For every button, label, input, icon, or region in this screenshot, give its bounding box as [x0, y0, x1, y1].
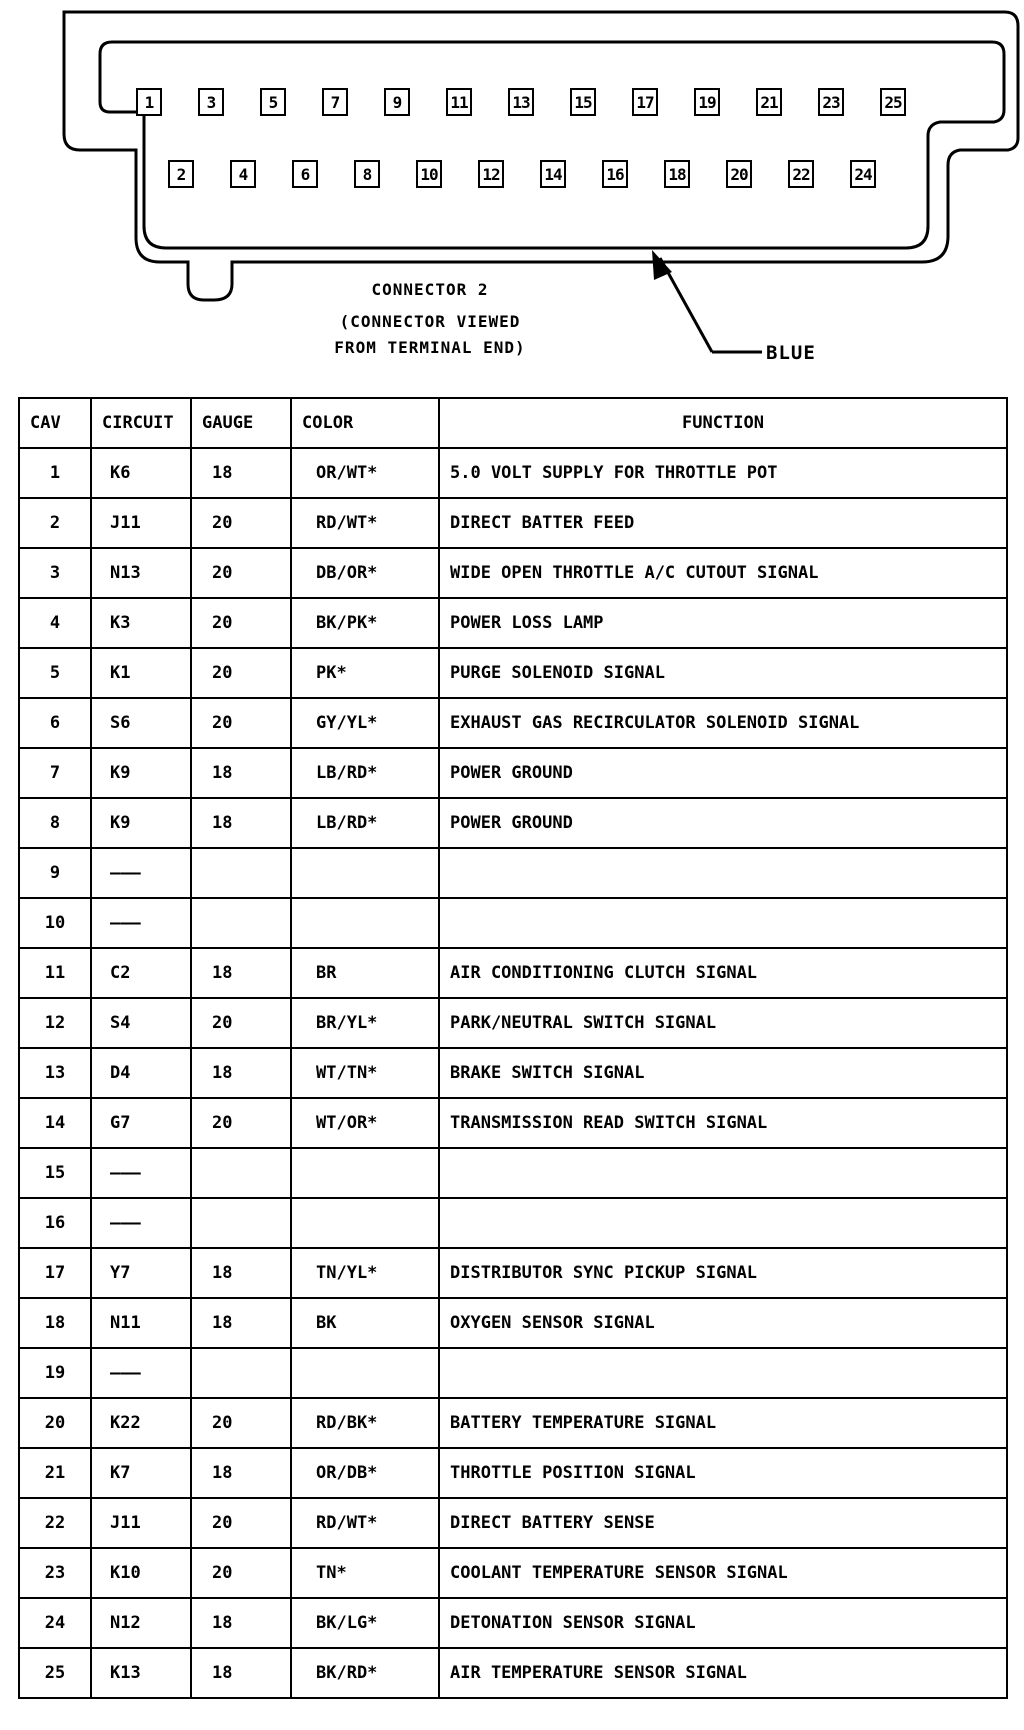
cell-gauge [191, 1148, 291, 1198]
cell-cav: 22 [19, 1498, 91, 1548]
table-row [19, 1148, 1007, 1198]
pin-3: 3 [198, 88, 224, 116]
cell-gauge: 18 [191, 1598, 291, 1648]
connector-title: CONNECTOR 2 [371, 280, 489, 299]
table-row [19, 1398, 1007, 1448]
pin-18: 18 [664, 160, 690, 188]
cell-gauge: 18 [191, 1248, 291, 1298]
pin-16: 16 [602, 160, 628, 188]
header-cav: CAV [19, 398, 91, 448]
cell-gauge: 18 [191, 1448, 291, 1498]
cell-gauge: 20 [191, 648, 291, 698]
table-row [19, 1048, 1007, 1098]
connector-diagram [0, 0, 1024, 385]
cell-gauge: 20 [191, 598, 291, 648]
cell-color: BR [291, 948, 439, 998]
cell-cav: 12 [19, 998, 91, 1048]
header-circuit: CIRCUIT [91, 398, 191, 448]
cell-function: BATTERY TEMPERATURE SIGNAL [439, 1398, 1007, 1448]
pin-7: 7 [322, 88, 348, 116]
connector-subtitle-line1: (CONNECTOR VIEWED [339, 312, 521, 331]
cell-gauge: 20 [191, 1398, 291, 1448]
pin-9: 9 [384, 88, 410, 116]
pin-15: 15 [570, 88, 596, 116]
cell-function: PARK/NEUTRAL SWITCH SIGNAL [439, 998, 1007, 1048]
pin-17: 17 [632, 88, 658, 116]
cell-circuit: ——— [91, 898, 191, 948]
cell-gauge: 20 [191, 1098, 291, 1148]
cell-gauge [191, 848, 291, 898]
cell-gauge [191, 1348, 291, 1398]
cell-circuit: K9 [91, 798, 191, 848]
cell-function [439, 1348, 1007, 1398]
cell-circuit: K10 [91, 1548, 191, 1598]
cell-color: BR/YL* [291, 998, 439, 1048]
header-gauge: GAUGE [191, 398, 291, 448]
cell-function: PURGE SOLENOID SIGNAL [439, 648, 1007, 698]
cell-color [291, 1148, 439, 1198]
pin-13: 13 [508, 88, 534, 116]
cell-gauge: 20 [191, 998, 291, 1048]
table-row [19, 798, 1007, 848]
table-row [19, 898, 1007, 948]
cell-gauge: 20 [191, 698, 291, 748]
cell-function [439, 848, 1007, 898]
pin-19: 19 [694, 88, 720, 116]
cell-color: OR/WT* [291, 448, 439, 498]
cell-function: DISTRIBUTOR SYNC PICKUP SIGNAL [439, 1248, 1007, 1298]
cell-cav: 24 [19, 1598, 91, 1648]
cell-cav: 16 [19, 1198, 91, 1248]
pinout-table-body [19, 448, 1007, 1698]
cell-color: TN* [291, 1548, 439, 1598]
cell-circuit: ——— [91, 1198, 191, 1248]
pin-10: 10 [416, 160, 442, 188]
cell-cav: 2 [19, 498, 91, 548]
cell-gauge: 18 [191, 1298, 291, 1348]
cell-cav: 18 [19, 1298, 91, 1348]
table-row [19, 1498, 1007, 1548]
header-function: FUNCTION [439, 398, 1007, 448]
cell-circuit: G7 [91, 1098, 191, 1148]
cell-color [291, 848, 439, 898]
cell-function: EXHAUST GAS RECIRCULATOR SOLENOID SIGNAL [439, 698, 1007, 748]
connector-subtitle-line2: FROM TERMINAL END) [334, 338, 526, 357]
cell-function: POWER GROUND [439, 748, 1007, 798]
cell-color: RD/WT* [291, 498, 439, 548]
table-row [19, 598, 1007, 648]
table-row [19, 848, 1007, 898]
cell-gauge: 18 [191, 1048, 291, 1098]
pin-11: 11 [446, 88, 472, 116]
cell-gauge: 18 [191, 1648, 291, 1698]
cell-cav: 5 [19, 648, 91, 698]
cell-function: OXYGEN SENSOR SIGNAL [439, 1298, 1007, 1348]
cell-gauge: 18 [191, 948, 291, 998]
cell-circuit: C2 [91, 948, 191, 998]
cell-gauge: 20 [191, 548, 291, 598]
pin-21: 21 [756, 88, 782, 116]
table-row [19, 948, 1007, 998]
pin-6: 6 [292, 160, 318, 188]
cell-color: BK/RD* [291, 1648, 439, 1698]
cell-circuit: K6 [91, 448, 191, 498]
cell-circuit: K13 [91, 1648, 191, 1698]
pin-14: 14 [540, 160, 566, 188]
cell-color: BK [291, 1298, 439, 1348]
cell-gauge: 18 [191, 448, 291, 498]
cell-color: RD/WT* [291, 1498, 439, 1548]
cell-function: POWER GROUND [439, 798, 1007, 848]
table-row [19, 1098, 1007, 1148]
pin-1: 1 [136, 88, 162, 116]
cell-cav: 9 [19, 848, 91, 898]
table-row [19, 448, 1007, 498]
cell-circuit: ——— [91, 1148, 191, 1198]
cell-color: BK/LG* [291, 1598, 439, 1648]
pin-4: 4 [230, 160, 256, 188]
cell-function: AIR TEMPERATURE SENSOR SIGNAL [439, 1648, 1007, 1698]
cell-cav: 25 [19, 1648, 91, 1698]
cell-function: 5.0 VOLT SUPPLY FOR THROTTLE POT [439, 448, 1007, 498]
table-row [19, 1648, 1007, 1698]
cell-cav: 11 [19, 948, 91, 998]
cell-color: OR/DB* [291, 1448, 439, 1498]
cell-circuit: N11 [91, 1298, 191, 1348]
cell-gauge: 20 [191, 498, 291, 548]
cell-color [291, 1348, 439, 1398]
cell-color: WT/OR* [291, 1098, 439, 1148]
table-row [19, 748, 1007, 798]
cell-cav: 23 [19, 1548, 91, 1598]
cell-gauge [191, 898, 291, 948]
cell-cav: 4 [19, 598, 91, 648]
header-color: COLOR [291, 398, 439, 448]
cell-cav: 17 [19, 1248, 91, 1298]
table-header-row [19, 398, 1007, 448]
cell-circuit: J11 [91, 1498, 191, 1548]
cell-function [439, 1148, 1007, 1198]
table-row [19, 498, 1007, 548]
cell-color: LB/RD* [291, 798, 439, 848]
cell-circuit: ——— [91, 1348, 191, 1398]
pin-25: 25 [880, 88, 906, 116]
cell-cav: 13 [19, 1048, 91, 1098]
cell-function: THROTTLE POSITION SIGNAL [439, 1448, 1007, 1498]
cell-color [291, 898, 439, 948]
cell-circuit: J11 [91, 498, 191, 548]
cell-function: WIDE OPEN THROTTLE A/C CUTOUT SIGNAL [439, 548, 1007, 598]
cell-circuit: S4 [91, 998, 191, 1048]
cell-color [291, 1198, 439, 1248]
table-row [19, 648, 1007, 698]
cell-color: PK* [291, 648, 439, 698]
cell-color: GY/YL* [291, 698, 439, 748]
cell-gauge: 20 [191, 1548, 291, 1598]
pin-2: 2 [168, 160, 194, 188]
cell-function [439, 898, 1007, 948]
cell-color: RD/BK* [291, 1398, 439, 1448]
cell-cav: 7 [19, 748, 91, 798]
connector-color-label: BLUE [766, 342, 816, 364]
table-row [19, 1298, 1007, 1348]
cell-circuit: S6 [91, 698, 191, 748]
cell-cav: 10 [19, 898, 91, 948]
cell-cav: 6 [19, 698, 91, 748]
table-row [19, 1248, 1007, 1298]
cell-circuit: ——— [91, 848, 191, 898]
cell-circuit: K1 [91, 648, 191, 698]
table-row [19, 1598, 1007, 1648]
table-row [19, 698, 1007, 748]
cell-gauge: 18 [191, 798, 291, 848]
cell-function: DIRECT BATTER FEED [439, 498, 1007, 548]
cell-circuit: N12 [91, 1598, 191, 1648]
cell-color: WT/TN* [291, 1048, 439, 1098]
cell-function: BRAKE SWITCH SIGNAL [439, 1048, 1007, 1098]
table-row [19, 998, 1007, 1048]
cell-function: DETONATION SENSOR SIGNAL [439, 1598, 1007, 1648]
cell-function: COOLANT TEMPERATURE SENSOR SIGNAL [439, 1548, 1007, 1598]
cell-gauge: 18 [191, 748, 291, 798]
cell-function: POWER LOSS LAMP [439, 598, 1007, 648]
cell-cav: 8 [19, 798, 91, 848]
cell-cav: 3 [19, 548, 91, 598]
cell-cav: 14 [19, 1098, 91, 1148]
pin-8: 8 [354, 160, 380, 188]
table-row [19, 1348, 1007, 1398]
cell-cav: 19 [19, 1348, 91, 1398]
cell-function [439, 1198, 1007, 1248]
cell-cav: 21 [19, 1448, 91, 1498]
pinout-table [18, 397, 1008, 1699]
cell-function: TRANSMISSION READ SWITCH SIGNAL [439, 1098, 1007, 1148]
cell-circuit: K7 [91, 1448, 191, 1498]
pin-12: 12 [478, 160, 504, 188]
cell-cav: 20 [19, 1398, 91, 1448]
cell-color: LB/RD* [291, 748, 439, 798]
cell-circuit: K9 [91, 748, 191, 798]
table-row [19, 1448, 1007, 1498]
cell-circuit: N13 [91, 548, 191, 598]
cell-circuit: K3 [91, 598, 191, 648]
cell-circuit: D4 [91, 1048, 191, 1098]
cell-cav: 1 [19, 448, 91, 498]
table-row [19, 1548, 1007, 1598]
cell-circuit: Y7 [91, 1248, 191, 1298]
cell-circuit: K22 [91, 1398, 191, 1448]
cell-gauge: 20 [191, 1498, 291, 1548]
cell-color: TN/YL* [291, 1248, 439, 1298]
cell-function: AIR CONDITIONING CLUTCH SIGNAL [439, 948, 1007, 998]
cell-color: DB/OR* [291, 548, 439, 598]
pin-5: 5 [260, 88, 286, 116]
table-row [19, 1198, 1007, 1248]
cell-gauge [191, 1198, 291, 1248]
pin-22: 22 [788, 160, 814, 188]
pin-20: 20 [726, 160, 752, 188]
cell-cav: 15 [19, 1148, 91, 1198]
pin-23: 23 [818, 88, 844, 116]
table-row [19, 548, 1007, 598]
cell-function: DIRECT BATTERY SENSE [439, 1498, 1007, 1548]
cell-color: BK/PK* [291, 598, 439, 648]
pin-24: 24 [850, 160, 876, 188]
